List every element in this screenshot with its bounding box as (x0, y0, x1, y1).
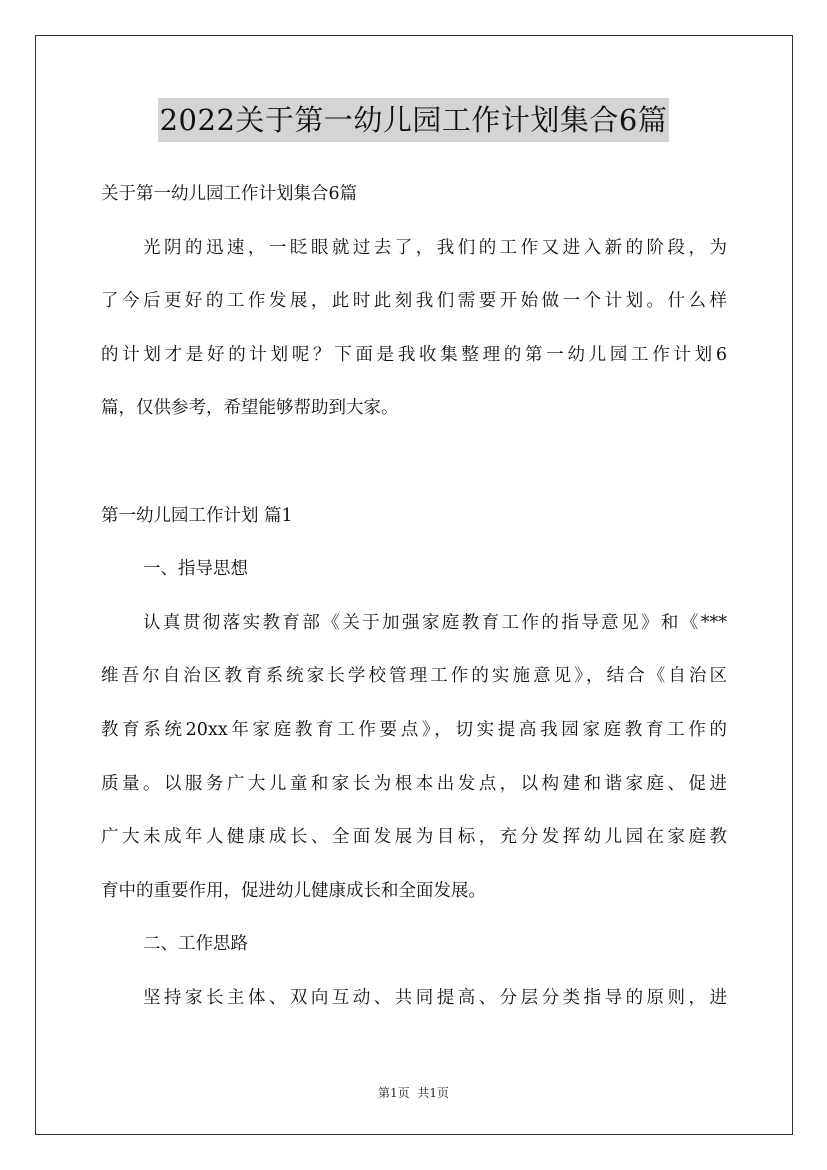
intro-line: 了今后更好的工作发展，此时此刻我们需要开始做一个计划。什么样 (101, 291, 727, 312)
page-number: 第1页 (378, 1086, 410, 1100)
paragraph-line: 质量。以服务广大儿童和家长为根本出发点，以构建和谐家庭、促进 (101, 773, 727, 794)
heading-guiding-ideology: 一、指导思想 (143, 559, 248, 580)
intro-line: 篇，仅供参考，希望能够帮助到大家。 (101, 398, 399, 419)
document-subtitle: 关于第一幼儿园工作计划集合6篇 (101, 184, 358, 204)
section-heading: 第一幼儿园工作计划 篇1 (101, 505, 293, 526)
paragraph-line: 教育系统20xx年家庭教育工作要点》，切实提高我园家庭教育工作的 (101, 719, 727, 740)
page-footer (0, 1084, 827, 1101)
document-body (101, 168, 727, 1026)
document-title: 2022关于第一幼儿园工作计划集合6篇 (158, 98, 670, 142)
paragraph-line: 育中的重要作用，促进幼儿健康成长和全面发展。 (101, 880, 486, 901)
blank-line (101, 436, 727, 490)
title-wrap (0, 98, 827, 142)
page-total: 共1页 (417, 1086, 449, 1100)
paragraph-line: 坚持家长主体、双向互动、共同提高、分层分类指导的原则，进 (143, 987, 727, 1008)
paragraph-line: 维吾尔自治区教育系统家长学校管理工作的实施意见》，结合《自治区 (101, 666, 727, 687)
intro-line: 的计划才是好的计划呢？下面是我收集整理的第一幼儿园工作计划6 (101, 344, 727, 365)
paragraph-line: 认真贯彻落实教育部《关于加强家庭教育工作的指导意见》和《*** (143, 612, 727, 633)
paragraph-line: 广大未成年人健康成长、全面发展为目标，充分发挥幼儿园在家庭教 (101, 827, 727, 848)
heading-work-approach: 二、工作思路 (143, 934, 248, 955)
intro-line: 光阴的迅速，一眨眼就过去了，我们的工作又进入新的阶段，为 (143, 237, 727, 258)
